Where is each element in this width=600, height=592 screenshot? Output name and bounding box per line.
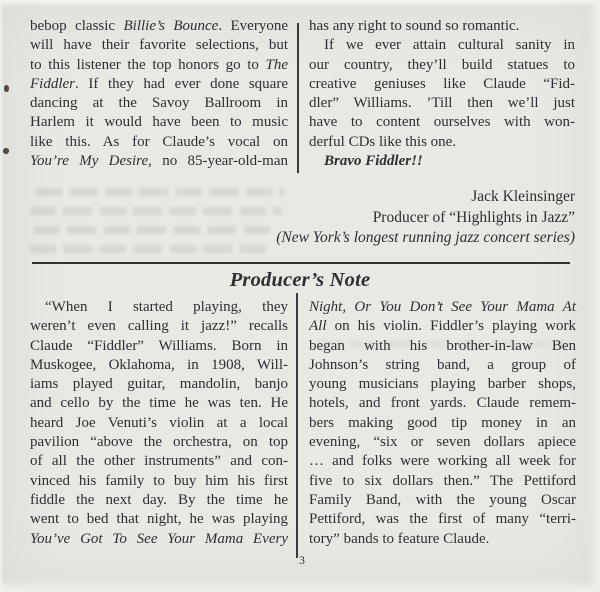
text-line: has any right to sound so romantic. (309, 18, 520, 34)
review-right-column (309, 17, 575, 171)
page-number: 3 (299, 555, 305, 567)
text-line: dler” Williams. ’Till then we’ll just (309, 95, 575, 112)
text-line: young musicians playing barber shops, (309, 376, 576, 393)
text-line: vinced his family to buy him his first (30, 472, 288, 489)
producers-note-heading: Producer’s Note (229, 269, 371, 291)
attribution-role: Producer of “Highlights in Jazz” (372, 208, 575, 226)
text-line: Pettiford, was the first of many “terri- (309, 511, 576, 528)
text-line: Claude “Fiddler” Williams. Born in (30, 337, 288, 354)
text-line: “When I started playing, they (45, 299, 288, 315)
attribution-note: (New York’s longest running jazz concert series) (276, 229, 575, 246)
text-line: All on his violin. Fiddler’s playing work (309, 318, 576, 335)
text-line: evening, “six or seven dollars apiece (309, 434, 576, 451)
text-line: iams played guitar, mandolin, banjo (30, 376, 288, 393)
text-line: Bravo Fiddler!! (324, 153, 423, 170)
text-line: If we ever attain cultural sanity in (324, 37, 575, 54)
text-line: pavilion “above the orchestra, on top (30, 434, 288, 451)
text-line: bebop classic Billie’s Bounce. Everyone (30, 18, 288, 34)
text-line: to this listener the top honors go to The (30, 56, 288, 73)
text-line: dancing at the Savoy Ballroom in (30, 95, 288, 112)
text-line: creative geniuses like Claude “Fid- (309, 75, 575, 92)
text-line: bers making good tip money in an (309, 414, 576, 431)
review-left-column (30, 17, 288, 171)
text-line: Family Band, with the young Oscar (309, 491, 576, 508)
text-line: hotels, and front yards. Claude remem- (309, 395, 576, 412)
text-line: have to content ourselves with won- (309, 114, 575, 131)
column-divider (296, 293, 298, 558)
attribution-name: Jack Kleinsinger (471, 188, 575, 205)
scan-edge-top (0, 0, 600, 7)
column-divider (297, 23, 299, 173)
text-line: Muskogee, Oklahoma, in 1908, Will- (30, 356, 288, 373)
text-line: our country, they’ll build statues to (309, 56, 575, 73)
text-line: five to six dollars then.” The Pettiford (309, 472, 576, 489)
text-line: … and folks were working all week for (309, 453, 576, 470)
text-line: will have their favorite selections, but (30, 37, 288, 54)
note-right-column (309, 298, 576, 549)
text-line: weren’t even calling it jazz!” recalls (30, 318, 288, 335)
scan-edge-right (588, 0, 600, 592)
text-line: heard Joe Venuti’s violin at a local (30, 414, 288, 431)
ink-speck (4, 85, 9, 92)
text-line: tory” bands to feature Claude. (309, 530, 490, 547)
ink-speck (2, 147, 10, 155)
text-line: You’re My Desire, no 85-year-old-man (30, 153, 288, 170)
text-line: fiddle the next day. By the time he (30, 491, 288, 508)
text-line: like this. As for Claude’s vocal on (30, 133, 288, 150)
scan-edge-bottom (0, 578, 600, 592)
text-line: and cello by the time he was ten. He (30, 395, 288, 412)
text-line: went to bed that night, he was playing (30, 511, 288, 528)
text-line: Fiddler. If they had ever done square (30, 75, 288, 92)
text-line: Harlem it would have been to music (30, 114, 288, 131)
attribution-block (147, 187, 575, 249)
text-line: began with his brother-in-law Ben (309, 337, 576, 354)
text-line: Night, Or You Don’t See Your Mama At (309, 299, 576, 315)
note-left-column (30, 298, 288, 549)
text-line: Johnson’s string band, a group of (309, 356, 576, 373)
section-rule (32, 262, 570, 264)
text-line: You’ve Got To See Your Mama Every (30, 530, 288, 547)
text-line: of all the other instruments” and con- (30, 453, 288, 470)
text-line: derful CDs like this one. (309, 133, 457, 150)
